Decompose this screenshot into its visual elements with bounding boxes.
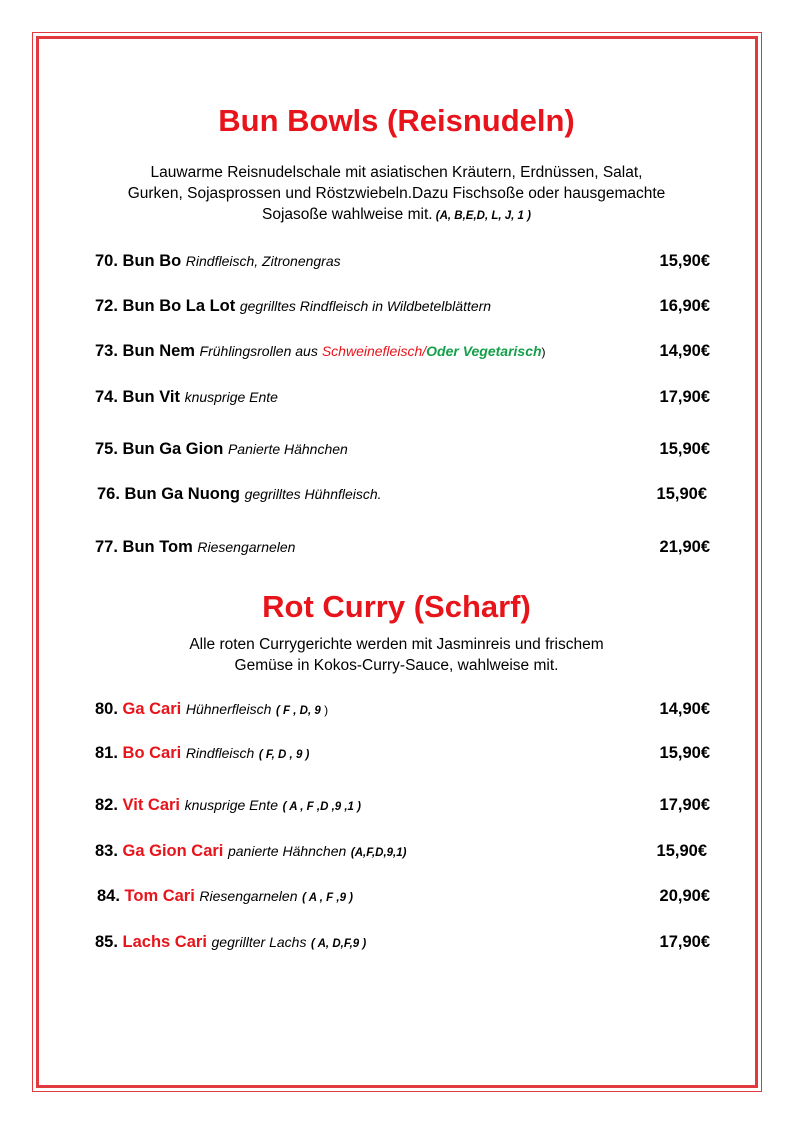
item-price: 14,90€ xyxy=(659,342,710,360)
menu-item-80 xyxy=(95,700,710,726)
closing-parenthesis: ) xyxy=(541,345,546,359)
item-price: 17,90€ xyxy=(659,796,710,814)
item-number: 83. xyxy=(95,842,118,860)
item-allergens: ( F , D, 9 xyxy=(276,705,321,717)
curry-section-title: Rot Curry (Scharf) xyxy=(262,589,531,624)
pork-option: Schweinefleisch xyxy=(321,343,423,359)
item-name: Tom Cari xyxy=(124,887,195,905)
menu-item-81 xyxy=(95,744,710,770)
item-number: 77. xyxy=(95,538,118,556)
menu-item-70 xyxy=(95,252,710,278)
item-allergens: ( F, D , 9 ) xyxy=(258,749,310,761)
bun-section-title: Bun Bowls (Reisnudeln) xyxy=(218,103,575,138)
option-separator: / xyxy=(422,343,427,359)
item-price: 20,90€ xyxy=(659,887,710,905)
item-number: 75. xyxy=(95,440,118,458)
item-allergens: ( A, D,F,9 ) xyxy=(311,938,367,950)
item-price: 16,90€ xyxy=(659,297,710,315)
item-description: panierte Hähnchen xyxy=(227,843,347,859)
item-description: gegrilltes Hühnfleisch. xyxy=(244,486,382,502)
item-number: 74. xyxy=(95,388,118,406)
bun-desc-line-3: Sojasoße wahlweise mit. xyxy=(262,206,433,223)
item-description: Hühnerfleisch xyxy=(185,701,272,717)
item-name: Ga Cari xyxy=(122,700,182,718)
item-allergens: ( A , F ,9 ) xyxy=(302,892,353,904)
item-allergens: ( A , F ,D ,9 ,1 ) xyxy=(282,801,361,813)
item-name: Lachs Cari xyxy=(122,933,207,951)
item-number: 76. xyxy=(97,485,120,503)
menu-item-85 xyxy=(95,933,710,959)
menu-item-82 xyxy=(95,796,710,822)
item-price: 17,90€ xyxy=(659,933,710,951)
item-description: Rindfleisch xyxy=(185,745,255,761)
bun-section-description xyxy=(0,162,793,227)
item-name: Bun Ga Nuong xyxy=(124,485,241,503)
item-name: Bun Tom xyxy=(122,538,193,556)
item-price: 15,90€ xyxy=(656,485,707,503)
item-number: 70. xyxy=(95,252,118,270)
item-name: Bun Bo xyxy=(122,252,182,270)
curry-desc-line-2: Gemüse in Kokos-Curry-Sauce, wahlweise mit. xyxy=(234,657,559,674)
menu-item-83 xyxy=(95,842,707,868)
item-description: Frühlingsrollen aus xyxy=(199,343,318,359)
menu-item-75 xyxy=(95,440,710,466)
item-name: Bun Nem xyxy=(122,342,195,360)
item-number: 82. xyxy=(95,796,118,814)
vegetarian-option: Oder Vegetarisch xyxy=(426,343,542,359)
item-name: Bo Cari xyxy=(122,744,182,762)
bun-desc-line-2: Gurken, Sojasprossen und Röstzwiebeln.Dazu Fischsoße oder hausgemachte xyxy=(127,185,666,202)
item-price: 14,90€ xyxy=(659,700,710,718)
item-number: 81. xyxy=(95,744,118,762)
item-name: Bun Ga Gion xyxy=(122,440,224,458)
item-description: Riesengarnelen xyxy=(199,888,298,904)
item-description: knusprige Ente xyxy=(184,797,278,813)
item-description: Riesengarnelen xyxy=(197,539,296,555)
item-price: 17,90€ xyxy=(659,388,710,406)
item-price: 15,90€ xyxy=(656,842,707,860)
item-number: 84. xyxy=(97,887,120,905)
item-number: 73. xyxy=(95,342,118,360)
item-name: Bun Bo La Lot xyxy=(122,297,236,315)
bun-desc-allergens: (A, B,E,D, L, J, 1 ) xyxy=(432,210,531,222)
menu-item-84 xyxy=(97,887,710,913)
item-price: 15,90€ xyxy=(659,440,710,458)
item-description: gegrilltes Rindfleisch in Wildbetelblättern xyxy=(239,298,492,314)
item-number: 85. xyxy=(95,933,118,951)
closing-parenthesis: ) xyxy=(320,703,329,717)
item-price: 15,90€ xyxy=(659,744,710,762)
item-name: Vit Cari xyxy=(122,796,180,814)
item-allergens: (A,F,D,9,1) xyxy=(350,847,407,859)
item-description: gegrillter Lachs xyxy=(211,934,307,950)
item-name: Ga Gion Cari xyxy=(122,842,224,860)
item-description: knusprige Ente xyxy=(184,389,278,405)
item-number: 80. xyxy=(95,700,118,718)
item-description: Panierte Hähnchen xyxy=(227,441,348,457)
menu-item-76 xyxy=(97,485,707,511)
menu-item-72 xyxy=(95,297,710,323)
menu-item-74 xyxy=(95,388,710,414)
bun-desc-line-1: Lauwarme Reisnudelschale mit asiatischen Kräutern, Erdnüssen, Salat, xyxy=(150,164,643,181)
curry-desc-line-1: Alle roten Currygerichte werden mit Jasminreis und frischem xyxy=(189,636,604,653)
item-number: 72. xyxy=(95,297,118,315)
curry-section-description xyxy=(0,634,793,676)
menu-item-77 xyxy=(95,538,710,564)
item-price: 21,90€ xyxy=(659,538,710,556)
item-name: Bun Vit xyxy=(122,388,180,406)
item-description: Rindfleisch, Zitronengras xyxy=(185,253,341,269)
item-price: 15,90€ xyxy=(659,252,710,270)
menu-item-73 xyxy=(95,342,710,368)
